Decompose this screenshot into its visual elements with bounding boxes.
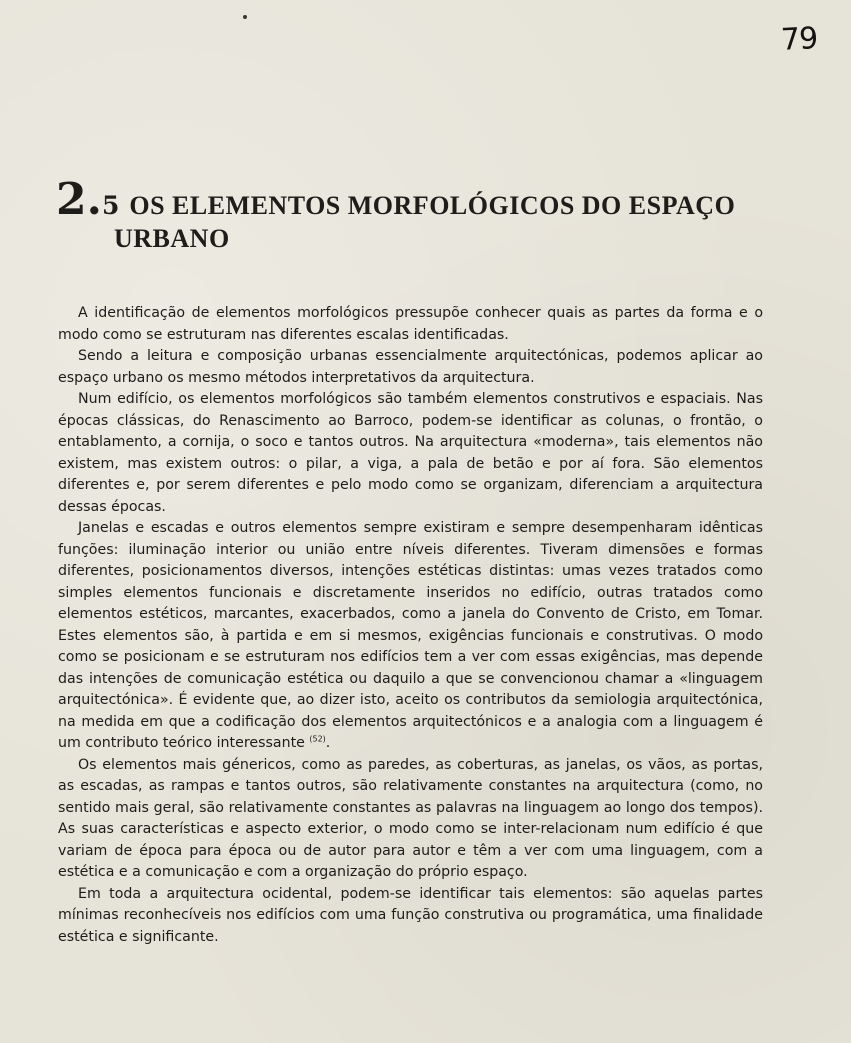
section-title-line-2: URBANO [114,224,230,253]
handwritten-page-number: 79 [779,21,818,58]
section-title-line-1: OS ELEMENTOS MORFOLÓGICOS DO ESPAÇO [129,191,736,220]
paragraph-1: A identificação de elementos morfológicos pressupõe conhecer quais as partes da forma e o modo como se estruturam nas diferentes escalas identificadas. [58,305,763,343]
footnote-reference-suffix: . [325,735,331,751]
paragraph-6: Em toda a arquitectura ocidental, podem-se identificar tais elementos: são aquelas partes mínimas reconhecíveis nos edifícios com uma função construtiva ou programática, uma finalidade estética e significante. [58,885,763,945]
body-text [58,303,763,948]
section-heading [56,174,796,254]
ink-speck [243,15,247,19]
paragraph-5: Os elementos mais génericos, como as paredes, as coberturas, as janelas, os vãos, as portas, as escadas, as rampas e tantos outros, são relativamente constantes na arquitectura (como, no sentido mais geral, são relativamente constantes as palavras na linguagem ao longo dos tempos). As suas características e aspecto exterior, o modo como se inter-relacionam num edifício é que variam de época para época ou de autor para autor e têm a ver com uma linguagem, com a estética e a comunicação e com a organização do próprio espaço. [58,756,763,880]
paragraph-2: Sendo a leitura e composição urbanas essencialmente arquitectónicas, podemos aplicar ao espaço urbano os mesmo métodos interpretativos da arquitectura. [58,348,763,386]
section-number-major: 2. [56,174,102,225]
paragraph-3: Num edifício, os elementos morfológicos são também elementos construtivos e espaciais. Nas épocas clássicas, do Renascimento ao Barroco, podem-se identificar as colunas, o frontão, o entablamento, a cornija, o soco e tantos outros. Na arquitectura «moderna», tais elementos não existem, mas existem outros: o pilar, a viga, a pala de betão e por aí fora. São elementos diferentes e, por serem diferentes e pelo modo como se organizam, diferenciam a arquitectura dessas épocas. [58,391,763,515]
footnote-reference: (52) [309,734,326,744]
paragraph-4 [58,518,763,755]
section-number-minor: 5 [101,191,120,220]
paragraph-4-text: Janelas e escadas e outros elementos sempre existiram e sempre desempenharam idênticas funções: iluminação interior ou união entre níveis diferentes. Tiveram dimensões e formas diferentes, posicionamentos diversos, intenções estéticas distintas: umas vezes tratados como simples elementos funcionais e discretamente inseridos no edifício, outras tratados como elementos estéticos, marcantes, exacerbados, como a janela do Convento de Cristo, em Tomar. Estes elementos são, à partida e em si mesmos, exigências funcionais e construtivas. O modo como se posicionam e se estruturam nos edifícios tem a ver com essas exigências, mas depende das intenções de comunicação estética ou daquilo a que se convencionou chamar a «linguagem arquitectónica». É evidente que, ao dizer isto, aceito os contributos da semiologia arquitectónica, na medida em que a codificação dos elementos arquitectónicos e a analogia com a linguagem é um contributo teórico interessante [58,520,763,751]
